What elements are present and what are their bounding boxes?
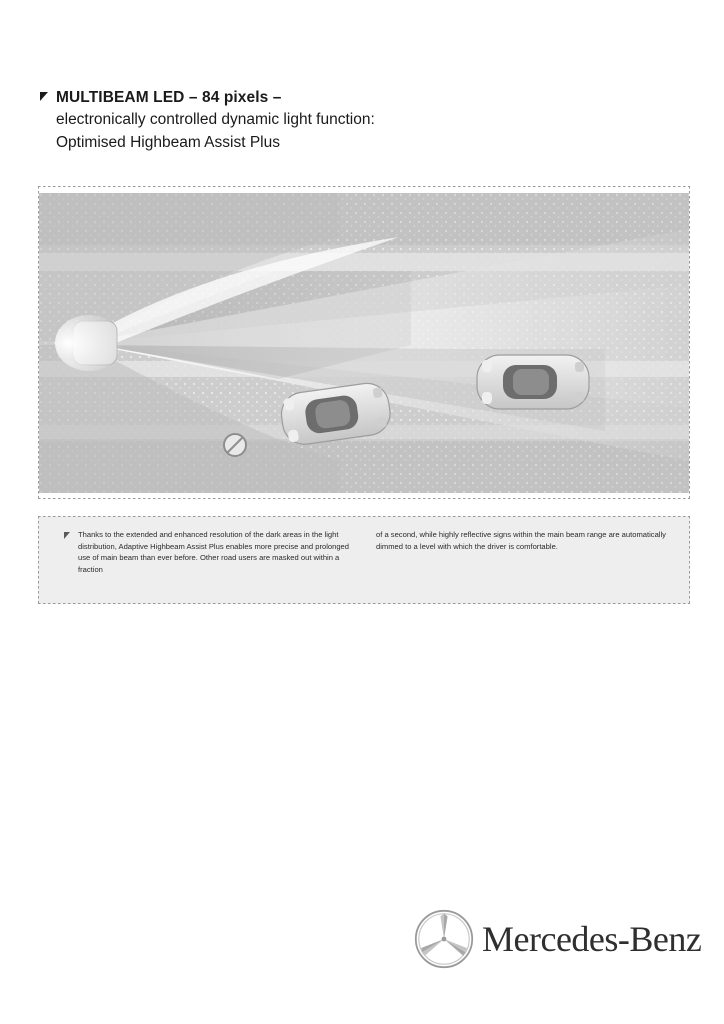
- heading-subtitle-line-1: electronically controlled dynamic light function:: [56, 111, 375, 128]
- ego-vehicle-light-source: [55, 315, 123, 371]
- heading-title-row: [40, 88, 680, 108]
- page-heading: [40, 88, 680, 154]
- road-sign-dimmed-icon: [224, 434, 246, 456]
- caption-triangle-marker-icon: [64, 532, 70, 539]
- triangle-marker-icon: [40, 92, 48, 101]
- mercedes-star-icon: [414, 909, 474, 969]
- light-distribution-illustration: [39, 193, 689, 493]
- heading-subtitle-line-2: Optimised Highbeam Assist Plus: [56, 134, 280, 151]
- brand-logo: [414, 906, 702, 972]
- figure-container: [38, 186, 690, 499]
- vehicle-preceding: [477, 355, 589, 409]
- caption-column-2: of a second, while highly reflective signs within the main beam range are automatically dimmed to a level with which the driver is comfortable.: [376, 530, 666, 551]
- brand-wordmark: Mercedes-Benz: [482, 919, 702, 959]
- road-scene-svg: [39, 193, 689, 493]
- page-title: MULTIBEAM LED – 84 pixels –: [56, 89, 282, 106]
- figure-caption-box: [38, 516, 690, 604]
- caption-column-1: Thanks to the extended and enhanced resolution of the dark areas in the light distribution, Adaptive Highbeam Assist Plus enables more precise and prolonged use of main beam than ever before. Other road users are masked out within a fraction: [78, 530, 350, 574]
